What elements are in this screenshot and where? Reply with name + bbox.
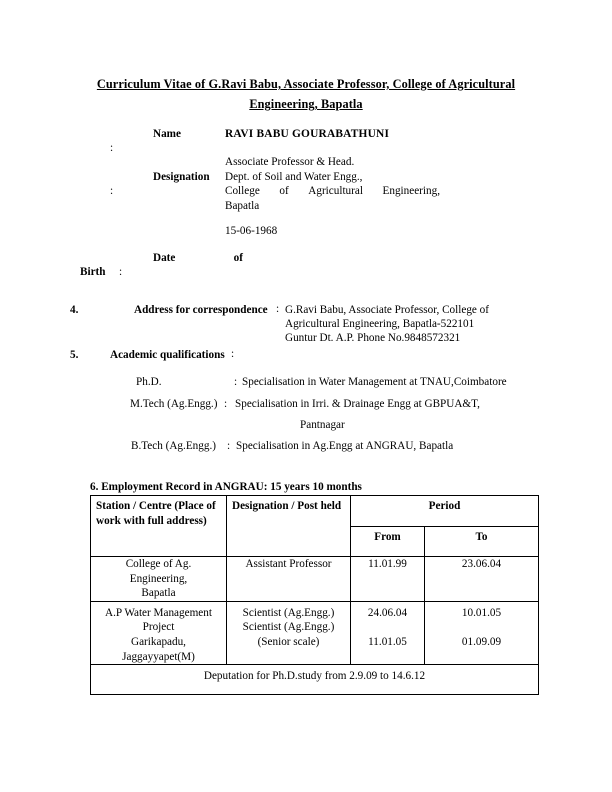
spacer-line [425,620,538,635]
qualification-colon: : [234,376,238,388]
designation-line-4: Bapatla [225,199,260,212]
qualification-detail: Specialisation in Ag.Engg at ANGRAU, Bapatla [236,440,454,452]
cell-to [425,601,539,664]
from-date: 11.01.05 [368,635,407,648]
designation-line-2: Dept. of Soil and Water Engg., [225,170,363,183]
address-section-label: Address for correspondence [134,304,268,316]
address-line-2: Agricultural Engineering, Bapatla-522101 [285,318,475,330]
qualification-degree: B.Tech (Ag.Engg.) [131,440,216,452]
cell-from [351,557,425,602]
qualification-detail-continuation: Pantnagar [300,419,345,431]
designation-line-3 [225,184,440,199]
station-line: A.P Water Management [105,606,212,619]
date-of-birth-colon: : [119,266,123,278]
station-line: College of Ag. [125,558,192,570]
designation-line: (Senior scale) [257,635,320,648]
header-to: To [425,526,539,557]
address-line-1: G.Ravi Babu, Associate Professor, College of [285,304,490,316]
date-of-birth-word-date: Date [153,252,176,264]
date-of-birth-label-line-2: Birth [80,266,106,278]
station-line: Bapatla [141,587,176,600]
to-date: 01.09.09 [461,635,502,648]
station-line: Engineering, [129,572,188,585]
name-value: RAVI BABU GOURABATHUNI [225,128,390,140]
designation-line-3-word-4: Engineering, [382,185,440,198]
cell-station [91,557,227,602]
page-title: Curriculum Vitae of G.Ravi Babu, Associate Professor, College of Agricultural Engineering, Bapatla [96,77,516,111]
designation-line-3-word-1: College [225,185,260,198]
header-period: Period [351,496,539,527]
designation-colon: : [110,185,114,197]
from-date: 11.01.99 [368,558,407,570]
name-colon: : [110,142,114,154]
header-from: From [351,526,425,557]
address-colon: : [276,303,280,315]
employment-record-table [90,495,539,695]
designation-line: Assistant Professor [245,558,332,570]
designation-line-3-word-2: of [279,185,289,198]
qualification-colon: : [227,440,231,452]
qualification-detail: Specialisation in Irri. & Drainage Engg at GBPUA&T, [235,398,480,410]
designation-value [225,155,440,213]
designation-line-3-word-3: Agricultural [308,185,363,198]
designation-line: Scientist (Ag.Engg.) [242,621,335,634]
designation-line: Scientist (Ag.Engg.) [242,606,335,619]
date-of-birth-label-line-1 [153,251,243,265]
cell-to [425,557,539,602]
cell-designation [227,601,351,664]
date-of-birth-word-of: of [233,252,243,264]
qualification-degree: M.Tech (Ag.Engg.) [130,398,218,410]
table-row [91,601,539,664]
table-footer-row [91,665,539,695]
section-number-5: 5. [70,349,79,361]
employment-record-heading: 6. Employment Record in ANGRAU: 15 years 10 months [90,481,362,493]
to-date: 23.06.04 [461,558,502,570]
qualification-degree: Ph.D. [136,376,162,388]
cell-designation [227,557,351,602]
station-line: Project [142,621,175,634]
designation-label: Designation [153,171,210,183]
section-number-4: 4. [70,304,79,316]
table-header-row [91,496,539,527]
station-line: Jaggayyapet(M) [122,650,195,663]
name-label: Name [153,128,181,140]
designation-line-1: Associate Professor & Head. [225,156,355,168]
header-station: Station / Centre (Place of work with full address) [91,496,227,557]
academic-section-label: Academic qualifications [110,349,225,361]
academic-colon: : [231,348,235,360]
from-date: 24.06.04 [367,606,408,619]
address-line-3: Guntur Dt. A.P. Phone No.9848572321 [285,332,461,344]
qualification-colon: : [224,398,228,410]
spacer-line [351,620,424,635]
header-designation: Designation / Post held [227,496,351,557]
qualification-detail: Specialisation in Water Management at TNAU,Coimbatore [242,376,507,388]
date-of-birth-value: 15-06-1968 [225,225,278,237]
cell-deputation-note: Deputation for Ph.D.study from 2.9.09 to 14.6.12 [91,665,539,695]
to-date: 10.01.05 [461,606,502,619]
cell-from [351,601,425,664]
table-row [91,557,539,602]
cell-station [91,601,227,664]
station-line: Garikapadu, [131,635,186,648]
